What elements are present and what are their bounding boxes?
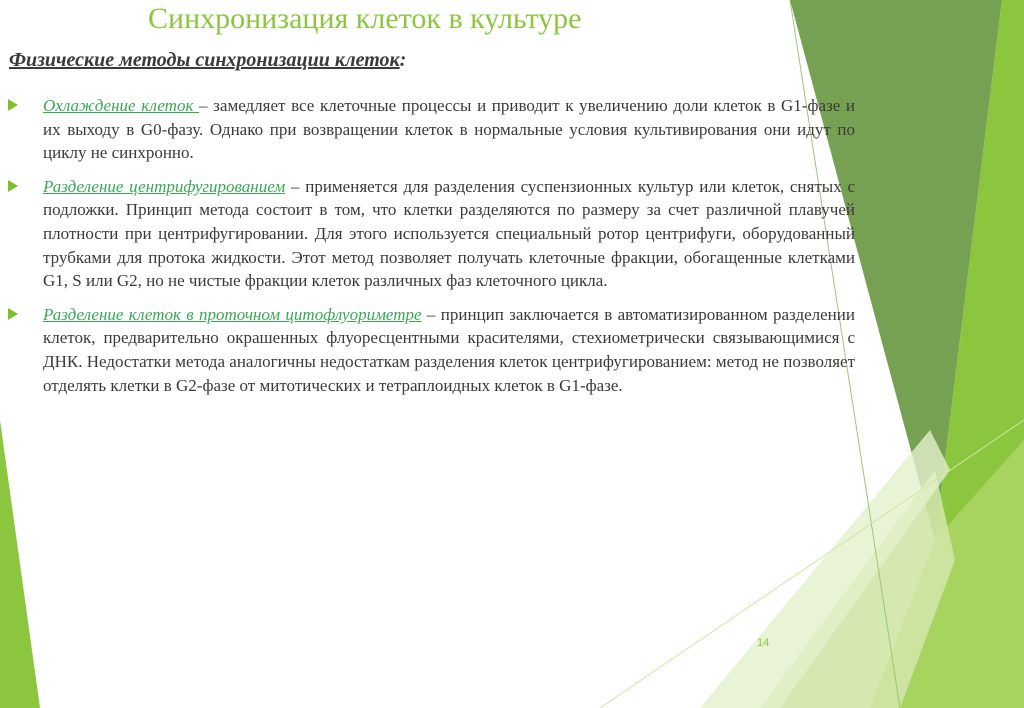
term-flow-cytometry: Разделение клеток в проточном цитофлуориметре (43, 304, 422, 324)
subtitle-text: Физические методы синхронизации клеток (9, 49, 400, 71)
bullet-list (0, 94, 855, 407)
bullet-arrow-icon (8, 180, 18, 192)
slide-subtitle (9, 46, 406, 74)
text-cooling: – замедляет все клеточные процессы и приводит к увеличению доли клеток в G1-фазе и их выходу в G0-фазу. Однако при возвращении клеток в нормальные условия культивирования они идут по циклу не синхронно. (43, 96, 855, 163)
deco-shape-left-strip (0, 420, 40, 708)
text-centrifugation: – применяется для разделения суспензионных культур или клеток, снятых с подложки. Принцип метода состоит в том, что клетки разделяются по размеру за счет различной плавучей плотности при центрифугировании. Для этого используется специальный ротор центрифуги, оборудованный трубками для протока жидкости. Этот метод позволяет получать клеточные фракции, обогащенные клетками G1, S или G2, но не чистые фракции клеток различных фаз клеточного цикла. (43, 176, 855, 291)
bullet-arrow-icon (8, 99, 18, 111)
bullet-item-centrifugation (0, 175, 855, 293)
bullet-item-flow-cytometry (0, 303, 855, 397)
slide-title: Синхронизация клеток в культуре (148, 2, 582, 35)
bullet-item-cooling (0, 94, 855, 165)
term-centrifugation: Разделение центрифугированием (43, 176, 286, 196)
bullet-arrow-icon (8, 308, 18, 320)
subtitle-colon: : (399, 49, 407, 71)
page-number: 14 (757, 637, 770, 649)
text-flow-cytometry: – принцип заключается в автоматизированном разделении клеток, предварительно окрашенных флуоресцентными красителями, стехиометрически связывающимися с ДНК. Недостатки метода аналогичны недостаткам разделения клеток центрифугированием: метод не позволяет отделять клетки в G2-фазе от митотических и тетраплоидных клеток в G1-фазе. (43, 304, 855, 395)
term-cooling: Охлаждение клеток (43, 96, 200, 115)
